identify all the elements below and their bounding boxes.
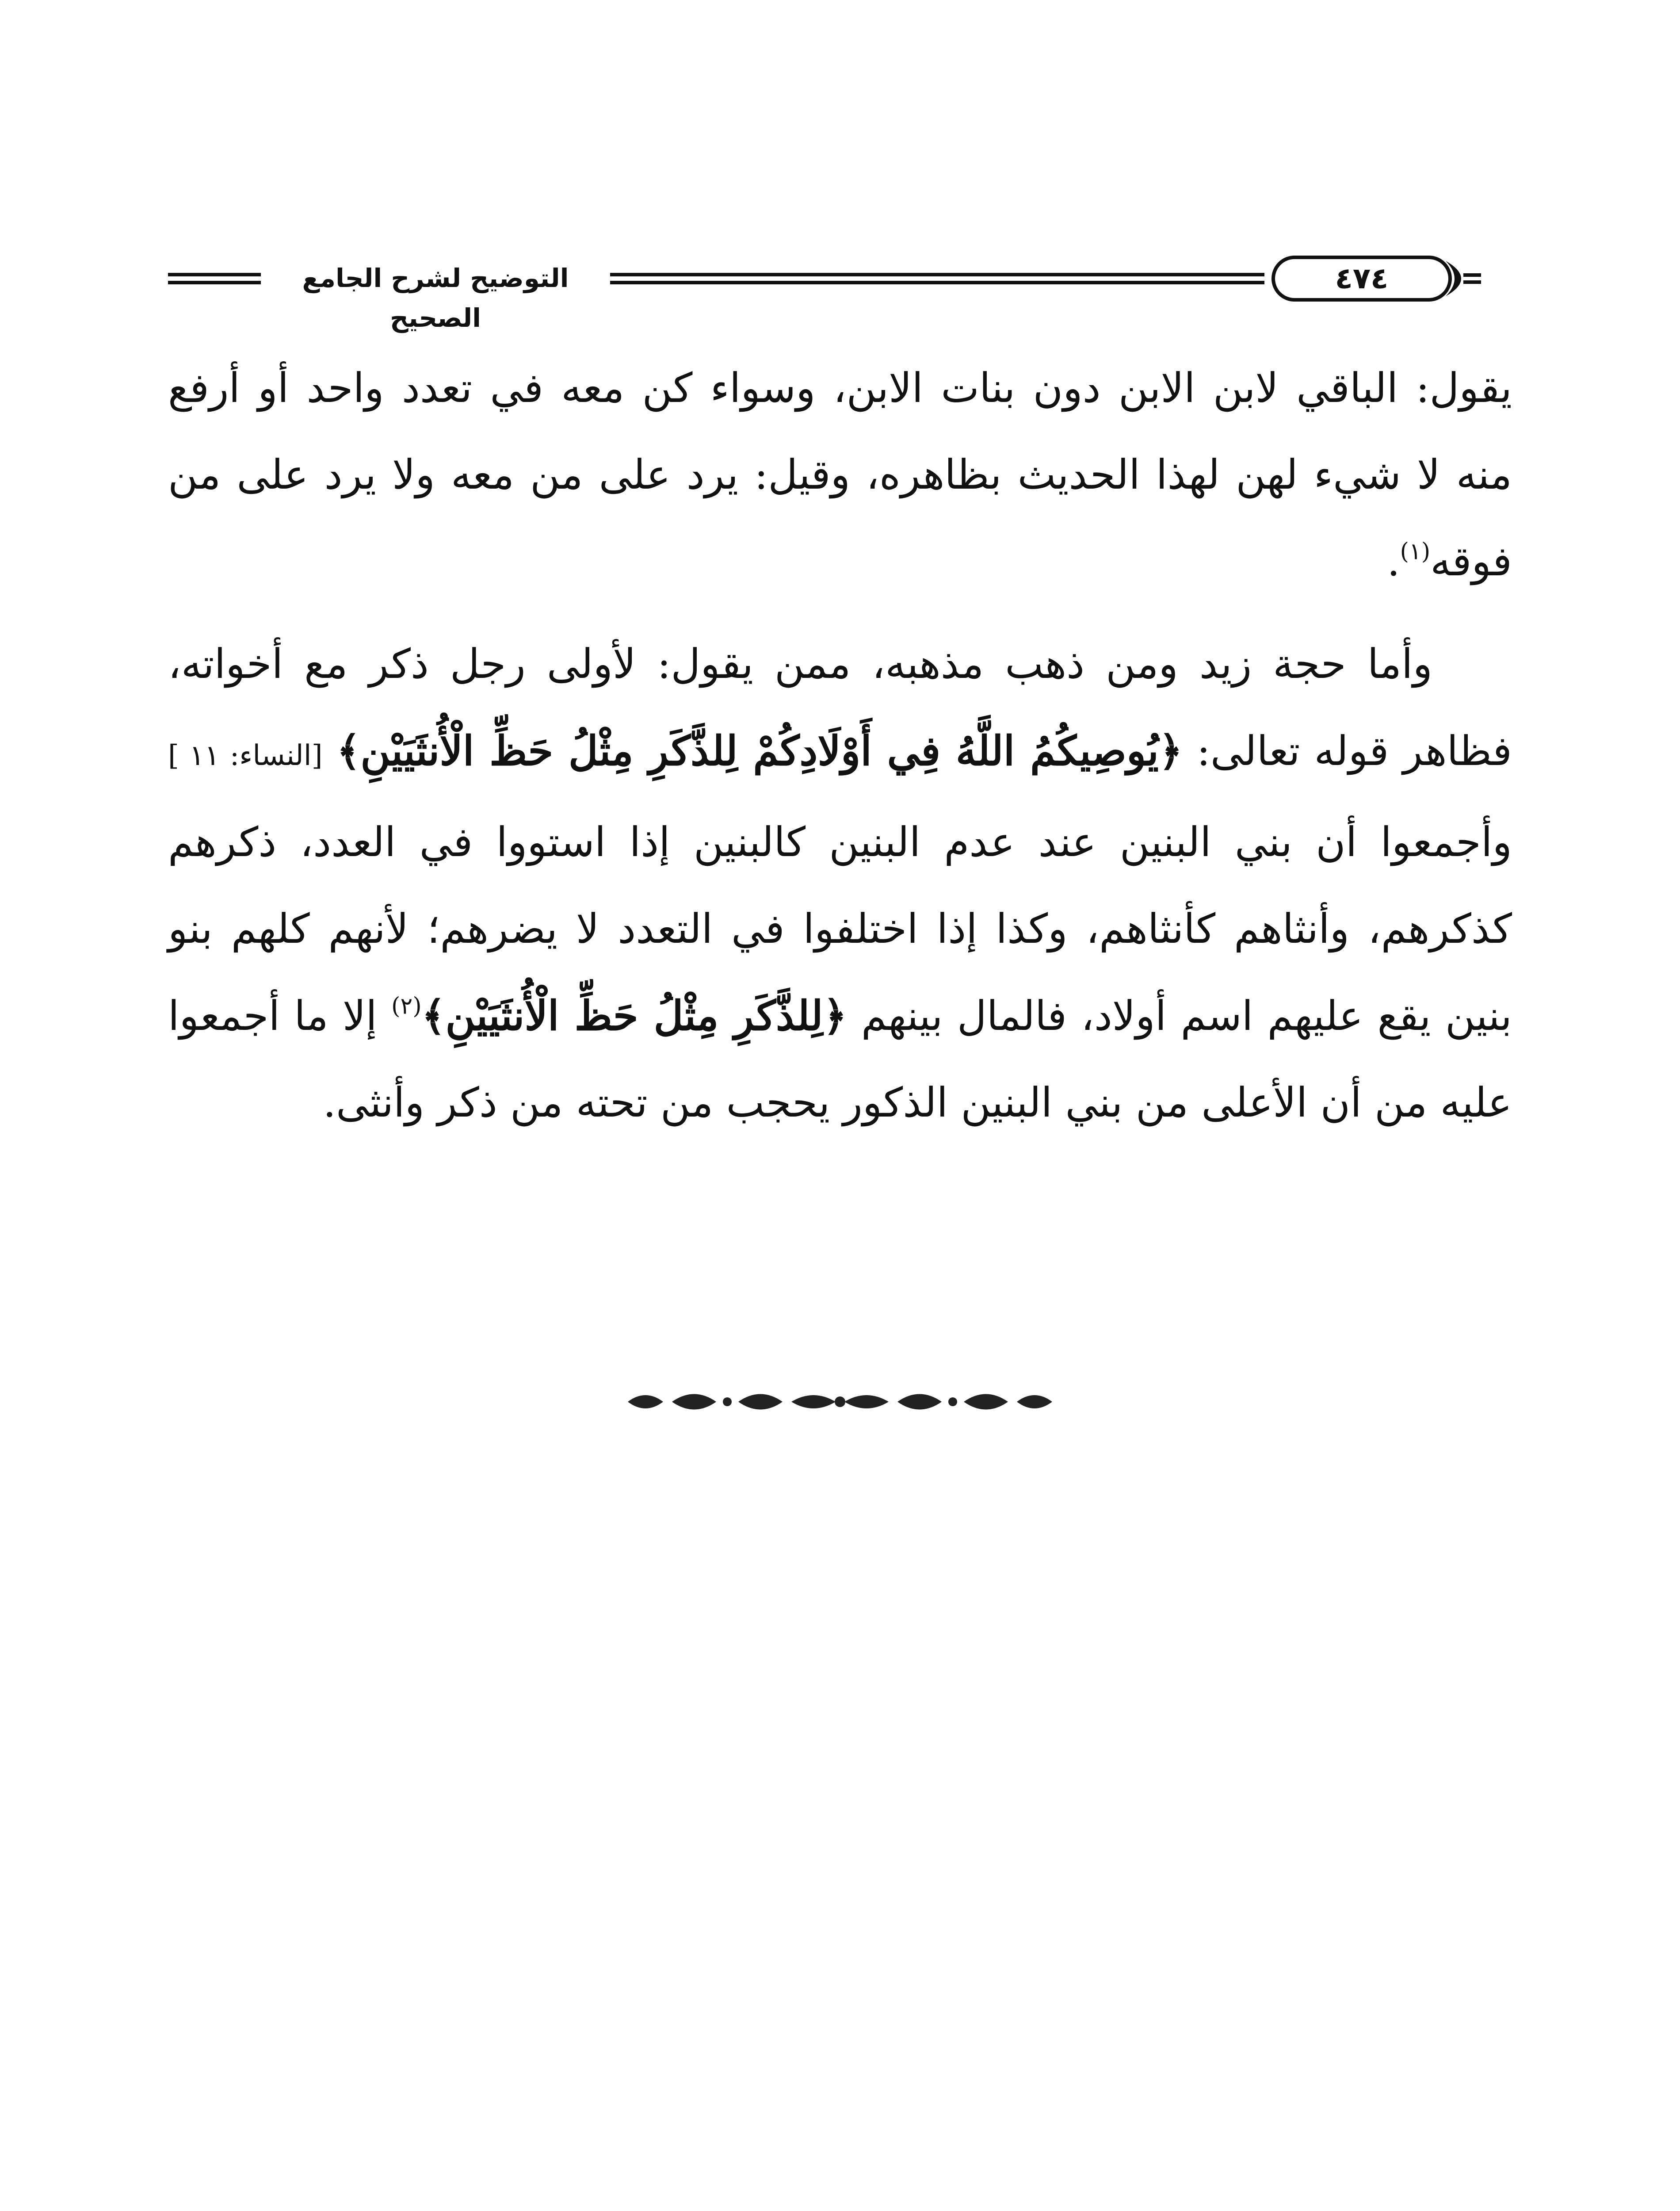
paragraph-2-text-b: وأجمعوا أن بني البنين عند عدم البنين كالبنين إذا استووا في العدد، ذكرهم كذكرهم، وأنثاهم كأنثاهم، وكذا إذا اختلفوا في التعدد لا يضرهم؛ لأنهم كلهم بنو بنين يقع عليهم اسم أولاد، فالمال بينهم (168, 819, 1512, 1040)
book-title: التوضيح لشرح الجامع الصحيح (302, 263, 569, 333)
quran-reference-1: [النساء: ١١ ] (168, 739, 323, 772)
footnote-ref-1: (١) (1400, 538, 1431, 565)
header-rule-left (168, 273, 261, 284)
running-header (168, 252, 1512, 333)
header-rule-middle (610, 273, 1264, 284)
paragraph-2 (168, 621, 1512, 1146)
body-text (168, 345, 1512, 1146)
quran-quote-1: ﴿يُوصِيكُمُ اللَّهُ فِي أَوْلَادِكُمْ لِلذَّكَرِ مِثْلُ حَظِّ الْأُنثَيَيْنِ﴾ (336, 727, 1183, 775)
page-number-badge (1269, 252, 1481, 305)
quran-quote-2: ﴿لِلذَّكَرِ مِثْلُ حَظِّ الْأُنثَيَيْنِ﴾ (421, 992, 847, 1040)
footnote-ref-2: (٢) (391, 993, 422, 1020)
paragraph-2-text-a: وأما حجة زيد ومن ذهب مذهبه، ممن يقول: لأولى رجل ذكر مع أخواته، فظاهر قوله تعالى: (168, 640, 1512, 775)
paragraph-2-text-c: إلا ما أجمعوا عليه من أن الأعلى من بني البنين الذكور يحجب من تحته من ذكر وأنثى. (168, 992, 1512, 1126)
page-number: ٤٧٤ (1335, 261, 1389, 295)
paragraph-1 (168, 345, 1512, 605)
ornament-divider-icon (619, 1384, 1061, 1419)
paragraph-1-end: . (1387, 538, 1400, 585)
paragraph-1-text: يقول: الباقي لابن الابن دون بنات الابن، وسواء كن معه في تعدد واحد أو أرفع منه لا شيء لهن لهذا الحديث بظاهره، وقيل: يرد على من معه ولا يرد على من فوقه (168, 364, 1512, 585)
